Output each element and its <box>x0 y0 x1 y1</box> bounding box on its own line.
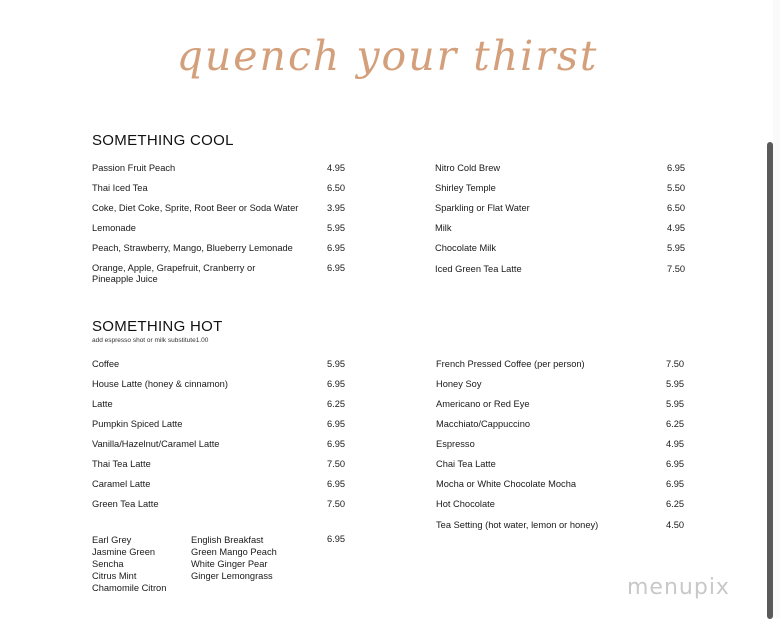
menu-price: 4.95 <box>327 163 346 173</box>
menu-item-continued: Pineapple Juice <box>92 274 158 284</box>
section-note: add espresso shot or milk substitute1.00 <box>92 337 209 344</box>
menu-price: 6.95 <box>666 459 685 469</box>
tea-name: Green Mango Peach <box>191 547 277 557</box>
menu-price: 4.95 <box>667 223 686 233</box>
menu-item: Mocha or White Chocolate Mocha <box>436 479 577 489</box>
menu-price: 5.95 <box>327 223 346 233</box>
menu-price: 6.95 <box>327 479 346 489</box>
menu-price: 6.25 <box>327 399 346 409</box>
tea-name: Ginger Lemongrass <box>191 571 273 581</box>
menu-item: Milk <box>435 223 452 233</box>
tea-name: Chamomile Citron <box>92 583 167 593</box>
menu-item: Peach, Strawberry, Mango, Blueberry Lemonade <box>92 243 293 253</box>
menu-price: 5.95 <box>666 399 685 409</box>
menu-price: 6.95 <box>327 263 346 273</box>
menu-item: Orange, Apple, Grapefruit, Cranberry or <box>92 263 256 273</box>
menu-item: Iced Green Tea Latte <box>435 264 522 274</box>
menu-item: Chai Tea Latte <box>436 459 496 469</box>
tea-name: Earl Grey <box>92 535 132 545</box>
menu-item: Green Tea Latte <box>92 499 159 509</box>
menu-price: 6.50 <box>667 203 686 213</box>
menu-price: 4.95 <box>666 439 685 449</box>
menu-price: 7.50 <box>666 359 685 369</box>
menu-item: Americano or Red Eye <box>436 399 530 409</box>
menu-item: Nitro Cold Brew <box>435 163 501 173</box>
menu-item: Pumpkin Spiced Latte <box>92 419 183 429</box>
menu-price: 4.50 <box>666 520 685 530</box>
menu-price: 6.95 <box>327 379 346 389</box>
menu-item: Espresso <box>436 439 475 449</box>
tea-name: White Ginger Pear <box>191 559 268 569</box>
tea-name: Citrus Mint <box>92 571 137 581</box>
menu-price: 7.50 <box>327 459 346 469</box>
page-edge <box>773 0 780 619</box>
menu-title: quench your thirst <box>176 32 599 80</box>
menu-item: French Pressed Coffee (per person) <box>436 359 585 369</box>
menu-item: Chocolate Milk <box>435 243 496 253</box>
tea-name: Sencha <box>92 559 124 569</box>
menu-price: 6.50 <box>327 183 346 193</box>
tea-list-col1 <box>92 534 166 594</box>
menu-price: 5.95 <box>667 243 686 253</box>
menu-price: 7.50 <box>667 264 686 274</box>
menu-item: Caramel Latte <box>92 479 151 489</box>
menu-price: 6.95 <box>327 243 346 253</box>
section-heading-cool: SOMETHING COOL <box>92 132 234 149</box>
menu-item: Thai Iced Tea <box>92 183 148 193</box>
menu-item: Sparkling or Flat Water <box>435 203 530 213</box>
menu-item: Passion Fruit Peach <box>92 163 176 173</box>
menu-price: 7.50 <box>327 499 346 509</box>
menu-item: Hot Chocolate <box>436 499 495 509</box>
menu-item: Thai Tea Latte <box>92 459 151 469</box>
menu-item: Shirley Temple <box>435 183 496 193</box>
menu-item: Vanilla/Hazelnut/Caramel Latte <box>92 439 220 449</box>
menu-price: 5.95 <box>666 379 685 389</box>
menu-price: 6.95 <box>327 419 346 429</box>
menu-price: 5.95 <box>327 359 346 369</box>
tea-name: English Breakfast <box>191 535 264 545</box>
menu-price: 5.50 <box>667 183 686 193</box>
scrollbar-thumb[interactable] <box>767 142 773 619</box>
tea-list-col2 <box>191 534 277 582</box>
menu-item: House Latte (honey & cinnamon) <box>92 379 228 389</box>
menu-item: Coffee <box>92 359 120 369</box>
tea-price: 6.95 <box>327 534 346 544</box>
menu-price: 6.25 <box>666 499 685 509</box>
menu-item: Coke, Diet Coke, Sprite, Root Beer or Soda Water <box>92 203 299 213</box>
menu-item: Lemonade <box>92 223 136 233</box>
menu-item: Tea Setting (hot water, lemon or honey) <box>436 520 599 530</box>
section-heading-hot: SOMETHING HOT <box>92 318 223 335</box>
menu-price: 6.95 <box>667 163 686 173</box>
tea-name: Jasmine Green <box>92 547 156 557</box>
menu-item: Macchiato/Cappuccino <box>436 419 531 429</box>
watermark-logo: menupix <box>627 575 730 600</box>
menu-price: 3.95 <box>327 203 346 213</box>
menu-price: 6.95 <box>666 479 685 489</box>
menu-item: Honey Soy <box>436 379 482 389</box>
menu-price: 6.25 <box>666 419 685 429</box>
menu-price: 6.95 <box>327 439 346 449</box>
menu-item: Latte <box>92 399 113 409</box>
